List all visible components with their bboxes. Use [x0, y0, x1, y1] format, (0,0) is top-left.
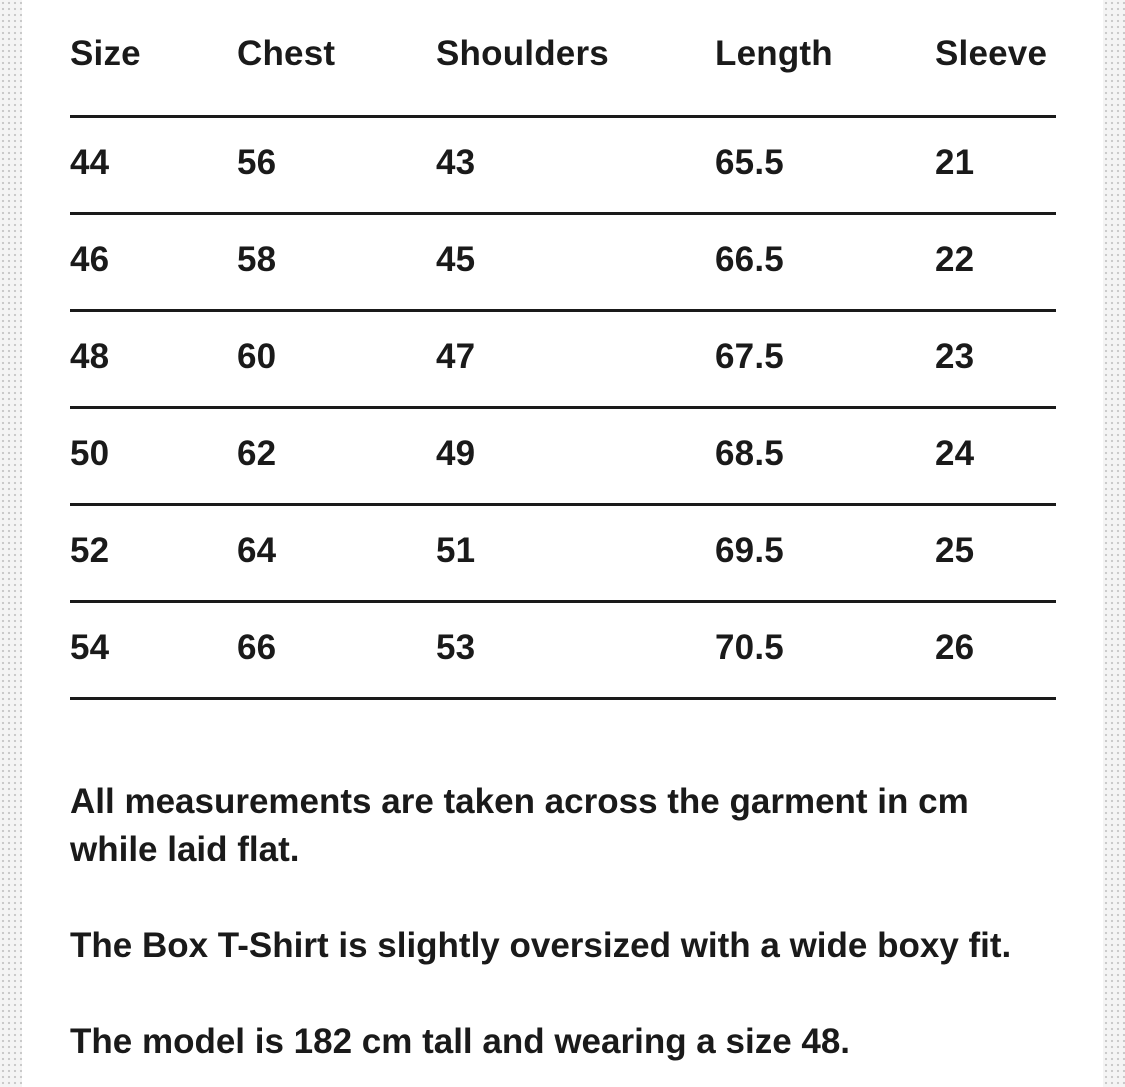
size-notes: [70, 778, 1056, 1066]
cell-chest: 56: [237, 116, 436, 213]
cell-sleeve: 24: [935, 407, 1056, 504]
cell-sleeve: 22: [935, 213, 1056, 310]
cell-chest: 58: [237, 213, 436, 310]
table-header-row: [70, 0, 1056, 116]
header-sleeve: Sleeve: [935, 0, 1056, 116]
cell-length: 69.5: [715, 504, 935, 601]
table-row: [70, 407, 1056, 504]
header-length: Length: [715, 0, 935, 116]
cell-size: 44: [70, 116, 237, 213]
table-row: [70, 213, 1056, 310]
cell-shoulders: 53: [436, 601, 715, 698]
cell-shoulders: 49: [436, 407, 715, 504]
cell-length: 67.5: [715, 310, 935, 407]
cell-chest: 62: [237, 407, 436, 504]
cell-size: 50: [70, 407, 237, 504]
table-row: [70, 601, 1056, 698]
cell-shoulders: 47: [436, 310, 715, 407]
cell-sleeve: 26: [935, 601, 1056, 698]
header-chest: Chest: [237, 0, 436, 116]
size-chart-table: [70, 0, 1056, 700]
cell-shoulders: 51: [436, 504, 715, 601]
cell-shoulders: 43: [436, 116, 715, 213]
fit-note: The Box T-Shirt is slightly oversized with a wide boxy fit.: [70, 925, 1012, 965]
header-size: Size: [70, 0, 237, 116]
model-note: The model is 182 cm tall and wearing a size 48.: [70, 1021, 851, 1061]
cell-chest: 66: [237, 601, 436, 698]
table-row: [70, 504, 1056, 601]
cell-chest: 64: [237, 504, 436, 601]
cell-sleeve: 25: [935, 504, 1056, 601]
header-shoulders: Shoulders: [436, 0, 715, 116]
cell-size: 52: [70, 504, 237, 601]
cell-length: 68.5: [715, 407, 935, 504]
right-page-edge: [1103, 0, 1125, 1087]
table-row: [70, 310, 1056, 407]
cell-size: 46: [70, 213, 237, 310]
table-row: [70, 116, 1056, 213]
cell-length: 65.5: [715, 116, 935, 213]
cell-shoulders: 45: [436, 213, 715, 310]
size-guide: [70, 0, 1056, 1066]
cell-length: 66.5: [715, 213, 935, 310]
cell-size: 48: [70, 310, 237, 407]
cell-length: 70.5: [715, 601, 935, 698]
cell-size: 54: [70, 601, 237, 698]
cell-sleeve: 21: [935, 116, 1056, 213]
cell-chest: 60: [237, 310, 436, 407]
left-page-edge: [0, 0, 22, 1087]
cell-sleeve: 23: [935, 310, 1056, 407]
measurement-note: All measurements are taken across the garment in cm while laid flat.: [70, 781, 969, 869]
